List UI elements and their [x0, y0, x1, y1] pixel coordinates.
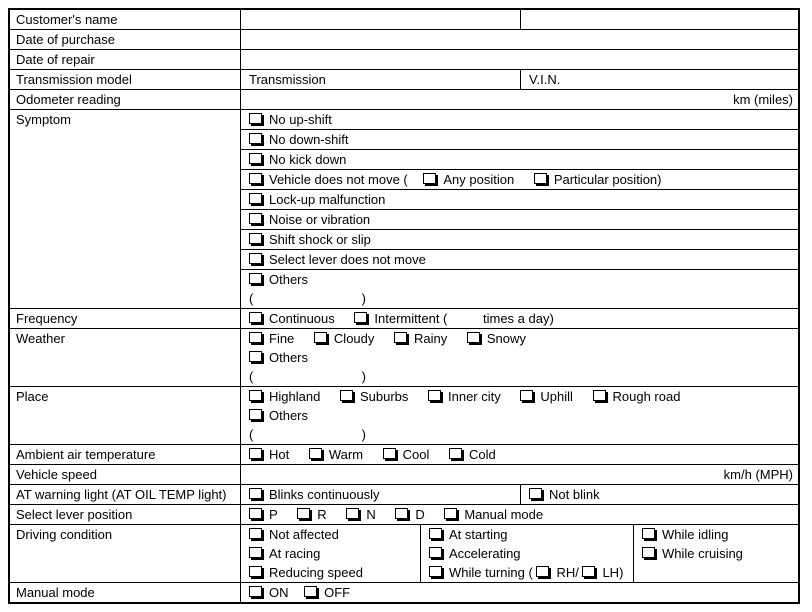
- checkbox-icon[interactable]: [394, 332, 407, 343]
- vin-field[interactable]: V.I.N.: [529, 72, 561, 87]
- at-light-not-blink: Not blink: [549, 487, 600, 502]
- checkbox-icon[interactable]: [429, 566, 442, 577]
- checkbox-icon[interactable]: [249, 508, 262, 519]
- frequency-intermittent: Intermittent (: [374, 311, 448, 326]
- row-weather: [10, 328, 798, 386]
- transmission-field[interactable]: Transmission: [241, 70, 521, 89]
- row-frequency: [10, 308, 798, 328]
- place-uphill: Uphill: [540, 389, 573, 404]
- row-at-warning-light: [10, 484, 798, 504]
- ambient-hot: Hot: [269, 447, 290, 462]
- checkbox-icon[interactable]: [249, 566, 262, 577]
- checkbox-icon[interactable]: [249, 390, 262, 401]
- driving-turning-rh: RH/: [556, 565, 579, 580]
- odometer-field[interactable]: km (miles): [733, 92, 793, 107]
- manual-on: ON: [269, 585, 289, 600]
- weather-fine: Fine: [269, 331, 295, 346]
- checkbox-icon[interactable]: [423, 173, 436, 184]
- checkbox-icon[interactable]: [249, 409, 262, 420]
- weather-others-write-in[interactable]: ( ): [249, 369, 367, 384]
- checkbox-icon[interactable]: [249, 213, 262, 224]
- ambient-cool: Cool: [402, 447, 430, 462]
- driving-not-affected: Not affected: [269, 527, 339, 542]
- row-date-purchase: [10, 29, 798, 49]
- checkbox-icon[interactable]: [249, 586, 262, 597]
- checkbox-icon[interactable]: [429, 547, 442, 558]
- place-highland: Highland: [269, 389, 321, 404]
- checkbox-icon[interactable]: [428, 390, 441, 401]
- driving-at-racing: At racing: [269, 546, 321, 561]
- transmission-model-label: Transmission model: [10, 70, 241, 89]
- date-purchase-label: Date of purchase: [10, 30, 241, 49]
- lever-r: R: [317, 507, 327, 522]
- ambient-cold: Cold: [469, 447, 496, 462]
- place-inner-city: Inner city: [448, 389, 501, 404]
- checkbox-icon[interactable]: [520, 390, 533, 401]
- lever-manual-mode: Manual mode: [464, 507, 544, 522]
- checkbox-icon[interactable]: [249, 273, 262, 284]
- vehicle-speed-label: Vehicle speed: [10, 465, 241, 484]
- place-suburbs: Suburbs: [359, 389, 409, 404]
- customer-name-field-2[interactable]: [521, 10, 798, 29]
- checkbox-icon[interactable]: [249, 528, 262, 539]
- row-driving-condition: [10, 524, 798, 582]
- select-lever-label: Select lever position: [10, 505, 241, 524]
- driving-reducing-speed: Reducing speed: [269, 565, 363, 580]
- checkbox-icon[interactable]: [249, 547, 262, 558]
- symptom-item-no-kickdown: [241, 150, 798, 170]
- checkbox-icon[interactable]: [536, 566, 549, 577]
- symptom-item-lockup: [241, 190, 798, 210]
- weather-others: Others: [269, 350, 309, 365]
- checkbox-icon[interactable]: [249, 193, 262, 204]
- row-select-lever: [10, 504, 798, 524]
- symptom-text: No up-shift: [269, 112, 332, 127]
- checkbox-icon[interactable]: [249, 332, 262, 343]
- driving-while-idling: While idling: [662, 527, 729, 542]
- checkbox-icon[interactable]: [304, 586, 317, 597]
- checkbox-icon[interactable]: [529, 488, 542, 499]
- date-repair-field[interactable]: [241, 50, 798, 69]
- customer-name-label: Customer's name: [10, 10, 241, 29]
- symptom-item-no-downshift: [241, 130, 798, 150]
- row-symptom: [10, 109, 798, 308]
- customer-name-field[interactable]: [241, 10, 521, 29]
- checkbox-icon[interactable]: [593, 390, 606, 401]
- symptom-item-others: [241, 270, 798, 308]
- ambient-warm: Warm: [328, 447, 364, 462]
- symptom-text: No kick down: [269, 152, 347, 167]
- checkbox-icon[interactable]: [534, 173, 547, 184]
- checkbox-icon[interactable]: [383, 448, 396, 459]
- place-others-write-in[interactable]: ( ): [249, 427, 367, 442]
- symptom-text: Vehicle does not move (: [269, 172, 408, 187]
- at-warning-light-label: AT warning light (AT OIL TEMP light): [10, 485, 241, 504]
- at-light-blinks: Blinks continuously: [269, 487, 380, 502]
- symptom-label: Symptom: [10, 110, 241, 308]
- checkbox-icon[interactable]: [449, 448, 462, 459]
- checkbox-icon[interactable]: [249, 153, 262, 164]
- lever-p: P: [269, 507, 278, 522]
- checkbox-icon[interactable]: [642, 528, 655, 539]
- date-purchase-field[interactable]: [241, 30, 798, 49]
- checkbox-icon[interactable]: [642, 547, 655, 558]
- place-rough-road: Rough road: [612, 389, 681, 404]
- symptom-text: No down-shift: [269, 132, 349, 147]
- driving-condition-label: Driving condition: [10, 525, 241, 582]
- symptom-text: Others: [269, 272, 309, 287]
- checkbox-icon[interactable]: [249, 133, 262, 144]
- driving-col-3: [634, 525, 798, 582]
- frequency-times: times a day): [483, 311, 554, 326]
- symptom-item-shift-shock: [241, 230, 798, 250]
- checkbox-icon[interactable]: [249, 488, 262, 499]
- driving-turning-lh: LH): [602, 565, 624, 580]
- checkbox-icon[interactable]: [467, 332, 480, 343]
- row-manual-mode: [10, 582, 798, 602]
- odometer-label: Odometer reading: [10, 90, 241, 109]
- driving-while-cruising: While cruising: [662, 546, 743, 561]
- driving-col-2: [421, 525, 634, 582]
- diagnostic-form: [8, 8, 800, 604]
- weather-label: Weather: [10, 329, 241, 386]
- driving-col-1: [241, 525, 421, 582]
- checkbox-icon[interactable]: [429, 528, 442, 539]
- weather-rainy: Rainy: [414, 331, 448, 346]
- frequency-continuous: Continuous: [269, 311, 335, 326]
- row-ambient: [10, 444, 798, 464]
- vehicle-speed-field[interactable]: km/h (MPH): [723, 467, 793, 482]
- checkbox-icon[interactable]: [309, 448, 322, 459]
- checkbox-icon[interactable]: [249, 173, 262, 184]
- row-transmission-model: [10, 69, 798, 89]
- row-date-repair: [10, 49, 798, 69]
- checkbox-icon[interactable]: [582, 566, 595, 577]
- manual-off: OFF: [324, 585, 351, 600]
- checkbox-icon[interactable]: [249, 312, 262, 323]
- checkbox-icon[interactable]: [249, 113, 262, 124]
- symptom-text: Select lever does not move: [269, 252, 426, 267]
- row-customer-name: [10, 10, 798, 29]
- symptom-text: Lock-up malfunction: [269, 192, 386, 207]
- weather-snowy: Snowy: [486, 331, 526, 346]
- checkbox-icon[interactable]: [444, 508, 457, 519]
- symptom-text: Noise or vibration: [269, 212, 371, 227]
- checkbox-icon[interactable]: [340, 390, 353, 401]
- place-others: Others: [269, 408, 309, 423]
- symptom-text: Any position: [443, 172, 515, 187]
- frequency-label: Frequency: [10, 309, 241, 328]
- date-repair-label: Date of repair: [10, 50, 241, 69]
- checkbox-icon[interactable]: [297, 508, 310, 519]
- symptom-text: Shift shock or slip: [269, 232, 371, 247]
- checkbox-icon[interactable]: [346, 508, 359, 519]
- checkbox-icon[interactable]: [314, 332, 327, 343]
- row-vehicle-speed: [10, 464, 798, 484]
- ambient-label: Ambient air temperature: [10, 445, 241, 464]
- checkbox-icon[interactable]: [249, 253, 262, 264]
- symptom-item-vehicle-not-move: [241, 170, 798, 190]
- manual-mode-label: Manual mode: [10, 583, 241, 602]
- place-label: Place: [10, 387, 241, 444]
- symptom-text: Particular position): [553, 172, 662, 187]
- weather-cloudy: Cloudy: [333, 331, 375, 346]
- symptom-item-no-upshift: [241, 110, 798, 130]
- lever-n: N: [366, 507, 376, 522]
- row-place: [10, 386, 798, 444]
- checkbox-icon[interactable]: [249, 351, 262, 362]
- driving-at-starting: At starting: [449, 527, 508, 542]
- checkbox-icon[interactable]: [354, 312, 367, 323]
- symptom-item-select-lever: [241, 250, 798, 270]
- checkbox-icon[interactable]: [249, 233, 262, 244]
- checkbox-icon[interactable]: [395, 508, 408, 519]
- checkbox-icon[interactable]: [249, 448, 262, 459]
- symptom-item-noise: [241, 210, 798, 230]
- driving-while-turning: While turning (: [449, 565, 533, 580]
- row-odometer: [10, 89, 798, 109]
- driving-accelerating: Accelerating: [449, 546, 521, 561]
- symptom-others-write-in[interactable]: ( ): [249, 291, 367, 306]
- lever-d: D: [415, 507, 425, 522]
